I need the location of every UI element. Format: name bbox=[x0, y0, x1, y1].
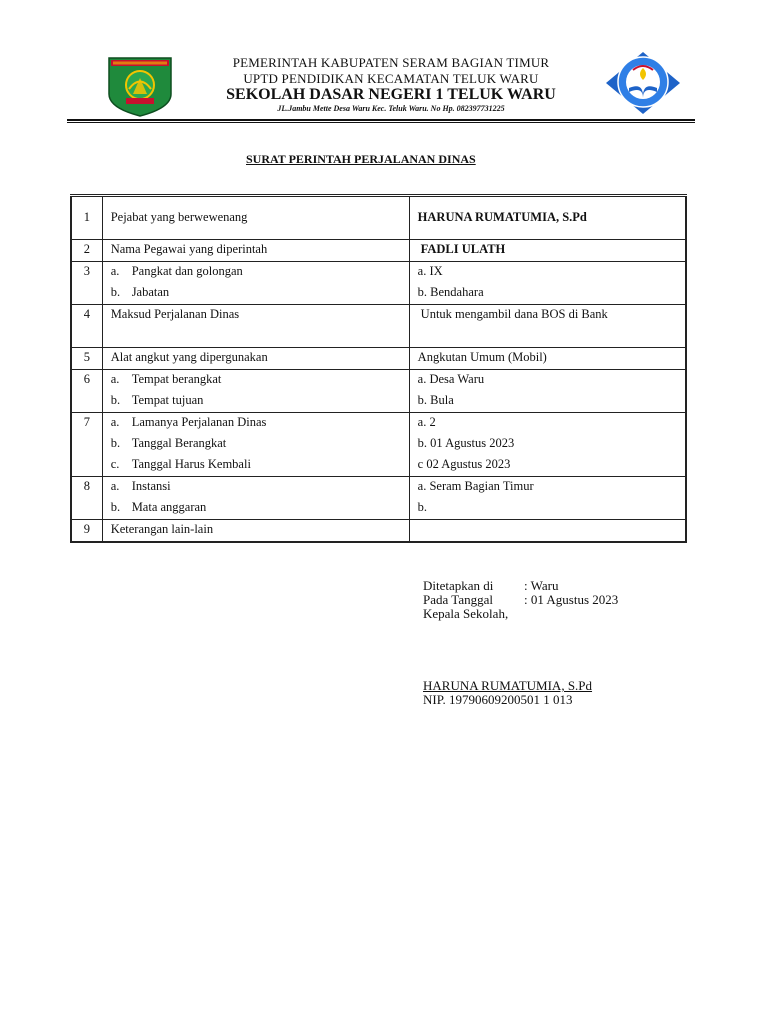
table-row bbox=[71, 305, 686, 348]
row-value-text: Untuk mengambil dana BOS di Bank bbox=[420, 307, 608, 321]
row-number bbox=[71, 477, 102, 520]
signer-name: HARUNA RUMATUMIA, S.Pd bbox=[423, 678, 593, 693]
row-sub-value: a. IX bbox=[417, 264, 443, 278]
sub-text: Tanggal Berangkat bbox=[131, 436, 227, 450]
row-label-text: Keterangan lain-lain bbox=[110, 522, 214, 536]
row-sub-value: b. bbox=[417, 500, 428, 514]
row-label bbox=[102, 413, 409, 477]
date-value: : 01 Agustus 2023 bbox=[524, 592, 619, 607]
row-label-text: Alat angkut yang dipergunakan bbox=[110, 350, 268, 364]
row-label bbox=[102, 196, 409, 240]
letterhead-address: JL.Jambu Mette Desa Waru Kec. Teluk Waru. No Hp. 082397731225 bbox=[277, 104, 505, 113]
row-sub-value: a. 2 bbox=[417, 415, 436, 429]
table-row bbox=[71, 348, 686, 370]
sub-text: Pangkat dan golongan bbox=[131, 264, 243, 278]
sub-text: Tempat berangkat bbox=[131, 372, 222, 386]
row-sub-label bbox=[103, 477, 409, 498]
row-number-text: 9 bbox=[83, 522, 90, 536]
sub-text: Instansi bbox=[131, 479, 171, 493]
sub-marker: a. bbox=[110, 372, 120, 386]
date-label: Pada Tanggal bbox=[423, 592, 493, 607]
row-value bbox=[409, 348, 686, 370]
row-sub-label bbox=[103, 455, 409, 476]
place-label: Ditetapkan di bbox=[423, 578, 494, 593]
row-value bbox=[409, 196, 686, 240]
row-number bbox=[71, 305, 102, 348]
row-sub-value: b. Bula bbox=[417, 393, 454, 407]
row-label-text: Nama Pegawai yang diperintah bbox=[110, 242, 268, 256]
tut-wuri-handayani-icon bbox=[603, 50, 683, 116]
row-value bbox=[409, 305, 686, 348]
row-spacer bbox=[103, 326, 409, 347]
row-label bbox=[102, 240, 409, 262]
row-number-text: 2 bbox=[83, 242, 90, 256]
row-label bbox=[102, 305, 409, 348]
sub-marker: a. bbox=[110, 264, 120, 278]
row-sub-label bbox=[103, 370, 409, 391]
row-number bbox=[71, 196, 102, 240]
row-value bbox=[409, 413, 686, 477]
table-row bbox=[71, 370, 686, 413]
row-label-text: Maksud Perjalanan Dinas bbox=[110, 307, 240, 321]
sub-text: Mata anggaran bbox=[131, 500, 207, 514]
row-value bbox=[409, 370, 686, 413]
sub-marker: c. bbox=[110, 457, 120, 471]
row-number bbox=[71, 413, 102, 477]
sub-marker: b. bbox=[110, 285, 121, 299]
row-value bbox=[409, 240, 686, 262]
row-number bbox=[71, 240, 102, 262]
row-value bbox=[409, 477, 686, 520]
letterhead-school-name: SEKOLAH DASAR NEGERI 1 TELUK WARU bbox=[226, 86, 556, 103]
sub-marker: b. bbox=[110, 500, 121, 514]
row-number-text: 6 bbox=[83, 372, 90, 386]
row-sub-label bbox=[103, 434, 409, 455]
row-sub-value: a. Seram Bagian Timur bbox=[417, 479, 534, 493]
sub-text: Lamanya Perjalanan Dinas bbox=[131, 415, 267, 429]
signer-nip: NIP. 19790609200501 1 013 bbox=[423, 692, 573, 707]
row-sub-label bbox=[103, 283, 409, 304]
row-number-text: 3 bbox=[83, 264, 90, 278]
row-number-text: 8 bbox=[83, 479, 90, 493]
place-value: : Waru bbox=[524, 578, 559, 593]
document-title: SURAT PERINTAH PERJALANAN DINAS bbox=[246, 152, 476, 166]
signer-role: Kepala Sekolah, bbox=[423, 606, 509, 621]
letterhead-rule-thick bbox=[67, 119, 695, 121]
row-value-text: HARUNA RUMATUMIA, S.Pd bbox=[417, 210, 587, 224]
signature-block bbox=[423, 579, 618, 621]
travel-order-table bbox=[70, 194, 687, 543]
table-row bbox=[71, 262, 686, 305]
row-number-text: 7 bbox=[83, 415, 90, 429]
row-sub-label bbox=[103, 391, 409, 412]
letterhead-department: UPTD PENDIDIKAN KECAMATAN TELUK WARU bbox=[243, 71, 539, 86]
sub-text: Jabatan bbox=[131, 285, 170, 299]
table-row bbox=[71, 240, 686, 262]
row-number-text: 1 bbox=[83, 210, 90, 224]
sub-marker: b. bbox=[110, 393, 121, 407]
sub-text: Tempat tujuan bbox=[131, 393, 204, 407]
table-row bbox=[71, 477, 686, 520]
row-number-text: 4 bbox=[83, 307, 90, 321]
table-row bbox=[71, 196, 686, 240]
letterhead-rule-thin bbox=[67, 122, 695, 123]
row-label bbox=[102, 370, 409, 413]
row-sub-value: c 02 Agustus 2023 bbox=[417, 457, 511, 471]
row-value bbox=[409, 262, 686, 305]
row-sub-label bbox=[103, 498, 409, 519]
row-number bbox=[71, 262, 102, 305]
row-sub-value: b. Bendahara bbox=[417, 285, 484, 299]
sub-marker: a. bbox=[110, 415, 120, 429]
letterhead-government: PEMERINTAH KABUPATEN SERAM BAGIAN TIMUR bbox=[232, 55, 550, 70]
row-number bbox=[71, 520, 102, 543]
sub-text: Tanggal Harus Kembali bbox=[131, 457, 251, 471]
row-label bbox=[102, 520, 409, 543]
row-value-text: FADLI ULATH bbox=[420, 242, 506, 256]
row-label bbox=[102, 477, 409, 520]
kabupaten-emblem-icon bbox=[107, 56, 173, 118]
row-label bbox=[102, 262, 409, 305]
row-number-text: 5 bbox=[83, 350, 90, 364]
row-value-text: Angkutan Umum (Mobil) bbox=[417, 350, 547, 364]
row-sub-label bbox=[103, 262, 409, 283]
sub-marker: b. bbox=[110, 436, 121, 450]
row-number bbox=[71, 370, 102, 413]
row-label bbox=[102, 348, 409, 370]
table-row bbox=[71, 520, 686, 543]
row-value bbox=[409, 520, 686, 543]
table-row bbox=[71, 413, 686, 477]
row-label-text: Pejabat yang berwewenang bbox=[110, 210, 248, 224]
row-sub-label bbox=[103, 413, 409, 434]
row-value-text bbox=[410, 520, 685, 541]
sub-marker: a. bbox=[110, 479, 120, 493]
row-sub-value: a. Desa Waru bbox=[417, 372, 485, 386]
row-number bbox=[71, 348, 102, 370]
row-sub-value: b. 01 Agustus 2023 bbox=[417, 436, 515, 450]
